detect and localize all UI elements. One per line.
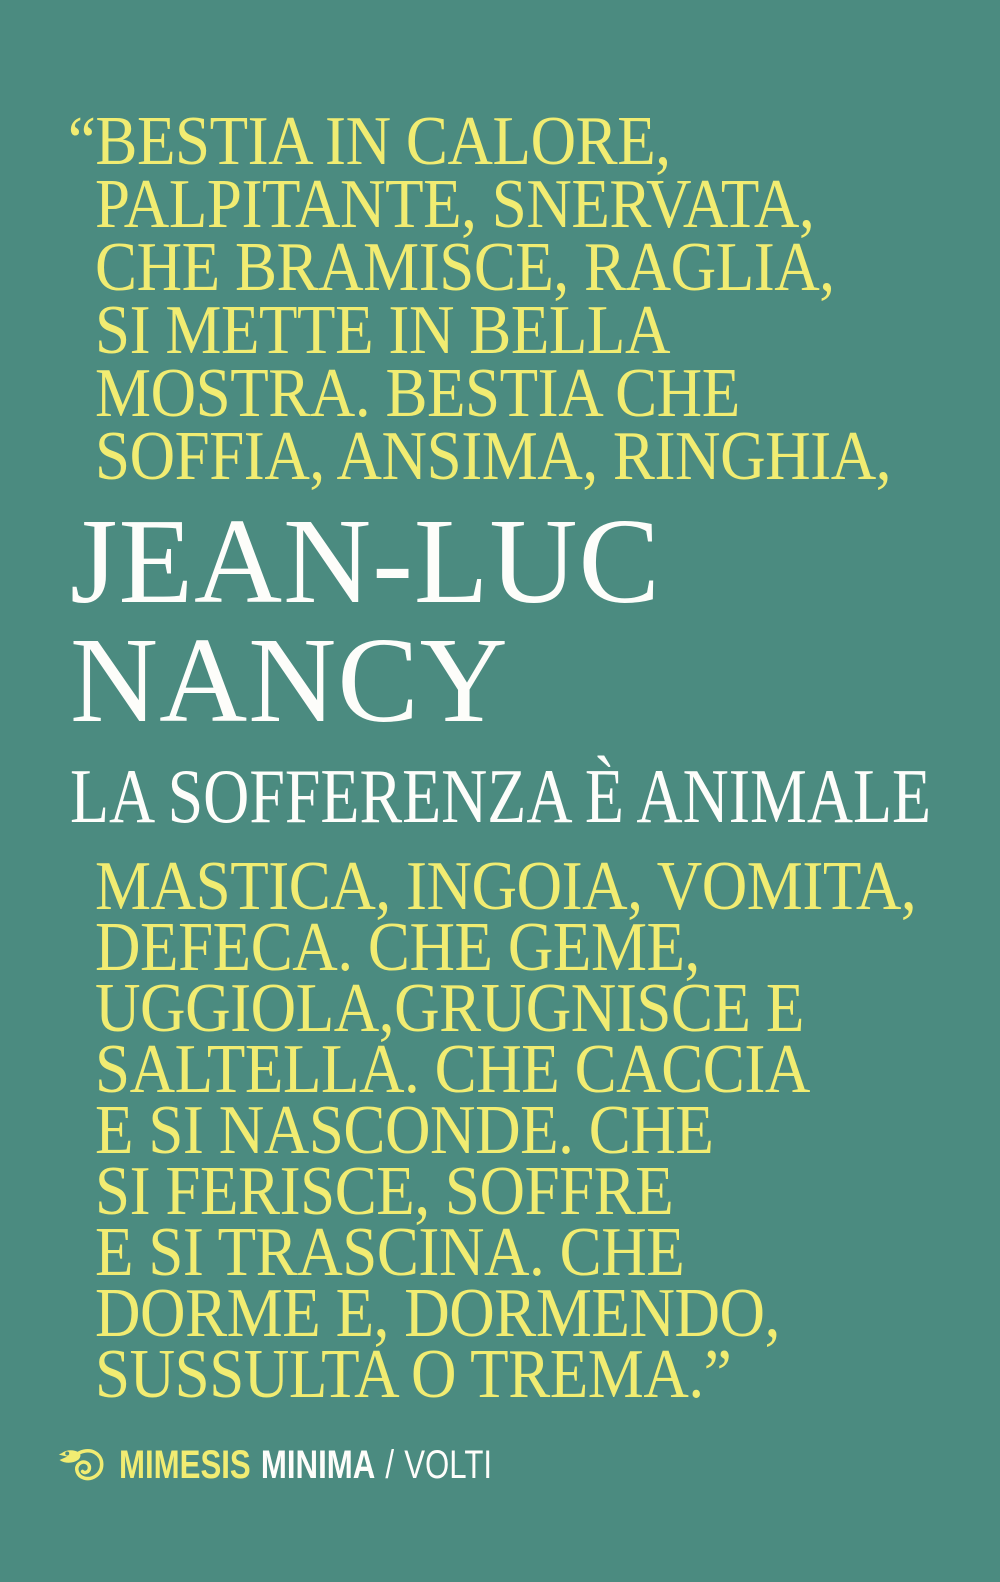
author-last-name: NANCY	[70, 613, 509, 748]
quote-line: SUSSULTA O TREMA.”	[95, 1336, 732, 1413]
publisher-name: MIMESIS	[119, 1443, 251, 1487]
quote-line: CHE BRAMISCE, RAGLIA,	[95, 229, 835, 306]
quote-line: SI FERISCE, SOFFRE	[95, 1153, 674, 1230]
mimesis-chameleon-icon	[58, 1446, 104, 1484]
quote-line: E SI NASCONDE. CHE	[95, 1092, 714, 1169]
quote-line: SI METTE IN BELLA	[95, 292, 671, 369]
quote-line: E SI TRASCINA. CHE	[95, 1214, 685, 1291]
quote-line: DORME E, DORMENDO,	[95, 1275, 780, 1352]
cover-quote-bottom	[95, 848, 917, 1413]
cover-quote-top	[67, 103, 892, 495]
author-first-name: JEAN-LUC	[70, 494, 661, 629]
quote-line: “BESTIA IN CALORE,	[67, 103, 671, 180]
quote-line: PALPITANTE, SNERVATA,	[95, 166, 815, 243]
publisher-footer	[119, 1445, 492, 1485]
series-name: MINIMA	[260, 1443, 376, 1487]
quote-line: SALTELLA. CHE CACCIA	[95, 1031, 810, 1108]
book-title: LA SOFFERENZA È ANIMALE	[70, 753, 932, 839]
quote-line: DEFECA. CHE GEME,	[95, 909, 700, 986]
quote-line: UGGIOLA,GRUGNISCE E	[95, 970, 804, 1047]
quote-line: SOFFIA, ANSIMA, RINGHIA,	[95, 418, 892, 495]
quote-line: MASTICA, INGOIA, VOMITA,	[95, 848, 917, 925]
author-name	[70, 494, 661, 748]
collection-name: VOLTI	[404, 1443, 493, 1487]
quote-line: MOSTRA. BESTIA CHE	[95, 355, 740, 432]
series-separator: /	[385, 1443, 395, 1487]
